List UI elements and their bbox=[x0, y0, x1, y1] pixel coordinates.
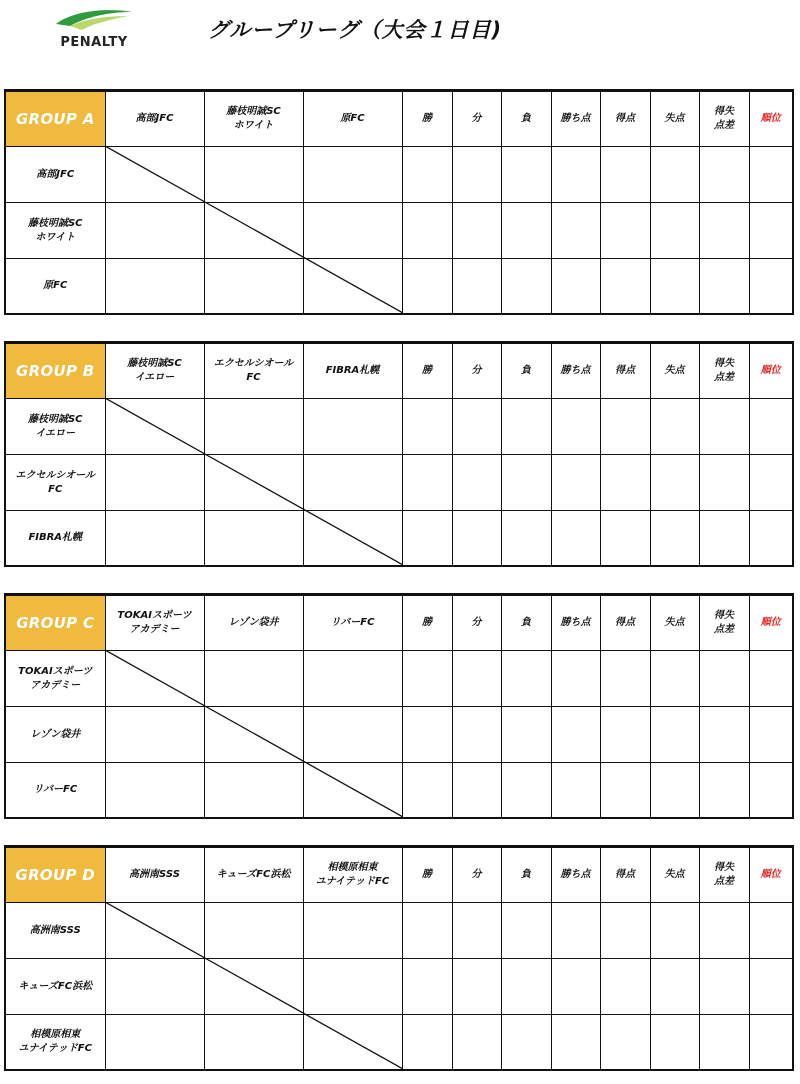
stat-cell bbox=[452, 1015, 501, 1070]
stat-cell bbox=[600, 511, 650, 566]
stat-cell bbox=[699, 959, 749, 1015]
team-name-line: FIBRA札幌 bbox=[28, 532, 83, 544]
column-header-stat: 勝ち点 bbox=[551, 848, 600, 903]
team-name-line: エクセルシオール bbox=[213, 358, 294, 369]
team-name-line: アカデミー bbox=[30, 679, 81, 691]
stat-cell bbox=[749, 903, 792, 959]
stat-cell bbox=[551, 455, 600, 511]
team-name-line: FC bbox=[48, 483, 63, 495]
stat-cell bbox=[749, 259, 792, 314]
stat-cell bbox=[699, 1015, 749, 1070]
table-row bbox=[6, 511, 792, 566]
group-label: GROUP A bbox=[6, 92, 105, 147]
stat-cell bbox=[600, 651, 650, 707]
column-header-stat: 得点 bbox=[600, 344, 650, 399]
match-result-cell bbox=[303, 1015, 402, 1070]
column-team-name bbox=[105, 344, 204, 399]
stat-cell bbox=[501, 707, 551, 763]
team-name-line: 相模原相東 bbox=[30, 1029, 81, 1041]
column-header-stat: 勝 bbox=[402, 596, 452, 651]
team-name-line: レゾン袋井 bbox=[228, 617, 279, 628]
penalty-swoosh-icon bbox=[54, 8, 134, 34]
stat-cell bbox=[600, 203, 650, 259]
column-header-stat: 得点 bbox=[600, 596, 650, 651]
row-team-name bbox=[6, 511, 105, 566]
column-header-stat: 勝 bbox=[402, 848, 452, 903]
column-team-name bbox=[204, 848, 303, 903]
stat-cell bbox=[452, 651, 501, 707]
stat-cell bbox=[501, 651, 551, 707]
column-team-name bbox=[204, 596, 303, 651]
match-result-cell bbox=[204, 959, 303, 1015]
match-result-cell bbox=[303, 959, 402, 1015]
stat-cell bbox=[402, 1015, 452, 1070]
row-team-name bbox=[6, 259, 105, 314]
column-header-stat: 順位 bbox=[749, 848, 792, 903]
match-result-cell bbox=[303, 707, 402, 763]
match-result-cell bbox=[204, 259, 303, 314]
column-team-name bbox=[105, 848, 204, 903]
team-name-line: キューズFC浜松 bbox=[18, 980, 93, 992]
team-name-line: FC bbox=[246, 372, 261, 383]
stat-cell bbox=[452, 903, 501, 959]
stat-cell bbox=[402, 147, 452, 203]
stat-cell bbox=[650, 707, 699, 763]
table-row bbox=[6, 147, 792, 203]
stat-cell bbox=[501, 399, 551, 455]
team-name-line: 藤枝明誠SC bbox=[27, 413, 83, 425]
column-team-name bbox=[105, 596, 204, 651]
stat-cell bbox=[551, 707, 600, 763]
group-d-table bbox=[4, 845, 794, 1071]
stat-cell bbox=[749, 763, 792, 818]
column-header-stat: 勝 bbox=[402, 344, 452, 399]
column-header-stat: 負 bbox=[501, 596, 551, 651]
team-name-line: アカデミー bbox=[129, 624, 180, 635]
column-team-name bbox=[303, 344, 402, 399]
match-result-cell bbox=[105, 259, 204, 314]
stat-cell bbox=[699, 455, 749, 511]
group-a-table bbox=[4, 89, 794, 315]
team-name-line: リバーFC bbox=[330, 617, 375, 628]
match-result-cell bbox=[204, 1015, 303, 1070]
column-header-stat: 得点 bbox=[600, 92, 650, 147]
team-name-line: TOKAIスポーツ bbox=[18, 665, 93, 677]
group-b-table bbox=[4, 341, 794, 567]
stat-cell bbox=[501, 903, 551, 959]
team-name-line: 高洲南SSS bbox=[129, 869, 180, 880]
team-name-line: 藤枝明誠SC bbox=[27, 217, 83, 229]
stat-cell bbox=[699, 203, 749, 259]
stat-cell bbox=[600, 259, 650, 314]
penalty-logo bbox=[46, 8, 142, 52]
stat-cell bbox=[699, 763, 749, 818]
match-result-cell bbox=[204, 903, 303, 959]
table-row bbox=[6, 959, 792, 1015]
stat-cell bbox=[501, 763, 551, 818]
column-team-name bbox=[105, 92, 204, 147]
stat-cell bbox=[501, 959, 551, 1015]
match-result-cell bbox=[303, 651, 402, 707]
table-row bbox=[6, 707, 792, 763]
match-result-cell bbox=[204, 455, 303, 511]
column-header-stat: 失点 bbox=[650, 92, 699, 147]
match-result-cell bbox=[303, 763, 402, 818]
row-team-name bbox=[6, 203, 105, 259]
row-team-name bbox=[6, 651, 105, 707]
column-header-stat: 順位 bbox=[749, 92, 792, 147]
column-team-name bbox=[204, 92, 303, 147]
team-name-line: ユナイテッドFC bbox=[315, 876, 390, 887]
stat-cell bbox=[452, 763, 501, 818]
table-row bbox=[6, 399, 792, 455]
stat-cell bbox=[452, 455, 501, 511]
stat-cell bbox=[452, 203, 501, 259]
team-name-line: 高部JFC bbox=[135, 113, 174, 124]
match-result-cell bbox=[105, 959, 204, 1015]
table-row bbox=[6, 903, 792, 959]
stat-cell bbox=[501, 455, 551, 511]
column-header-stat: 勝 bbox=[402, 92, 452, 147]
page-header bbox=[0, 0, 800, 60]
stat-cell bbox=[452, 511, 501, 566]
table-row bbox=[6, 763, 792, 818]
column-header-stat: 順位 bbox=[749, 596, 792, 651]
stat-cell bbox=[650, 903, 699, 959]
stat-cell bbox=[749, 511, 792, 566]
table-row bbox=[6, 651, 792, 707]
stat-cell bbox=[650, 203, 699, 259]
match-result-cell bbox=[204, 763, 303, 818]
match-result-cell bbox=[105, 511, 204, 566]
penalty-logo-text: PENALTY bbox=[60, 35, 128, 50]
stat-cell bbox=[699, 707, 749, 763]
team-name-line: イエロー bbox=[35, 427, 76, 439]
match-result-cell bbox=[105, 147, 204, 203]
stat-cell bbox=[749, 147, 792, 203]
team-name-line: イエロー bbox=[134, 372, 175, 383]
stat-cell bbox=[699, 147, 749, 203]
match-result-cell bbox=[303, 259, 402, 314]
column-header-stat: 失点 bbox=[650, 344, 699, 399]
stat-cell bbox=[749, 455, 792, 511]
stat-cell bbox=[749, 203, 792, 259]
stat-cell bbox=[600, 399, 650, 455]
match-result-cell bbox=[204, 651, 303, 707]
stat-cell bbox=[600, 763, 650, 818]
team-name-line: キューズFC浜松 bbox=[216, 869, 291, 880]
team-name-line: 藤枝明誠SC bbox=[127, 358, 182, 369]
column-header-stat: 分 bbox=[452, 344, 501, 399]
stat-cell bbox=[749, 399, 792, 455]
row-team-name bbox=[6, 455, 105, 511]
row-team-name bbox=[6, 399, 105, 455]
row-team-name bbox=[6, 147, 105, 203]
stat-cell bbox=[650, 455, 699, 511]
match-result-cell bbox=[303, 147, 402, 203]
match-result-cell bbox=[303, 203, 402, 259]
match-result-cell bbox=[105, 399, 204, 455]
stat-cell bbox=[699, 651, 749, 707]
stat-cell bbox=[749, 707, 792, 763]
column-team-name bbox=[204, 344, 303, 399]
stat-cell bbox=[402, 399, 452, 455]
team-name-line: FIBRA札幌 bbox=[325, 365, 380, 376]
stat-cell bbox=[501, 259, 551, 314]
row-team-name bbox=[6, 903, 105, 959]
stat-cell bbox=[699, 511, 749, 566]
stat-cell bbox=[402, 707, 452, 763]
stat-cell bbox=[650, 147, 699, 203]
match-result-cell bbox=[303, 511, 402, 566]
stat-cell bbox=[452, 707, 501, 763]
column-header-stat: 負 bbox=[501, 848, 551, 903]
table-row bbox=[6, 1015, 792, 1070]
column-header-stat: 順位 bbox=[749, 344, 792, 399]
match-result-cell bbox=[204, 203, 303, 259]
team-name-line: レゾン袋井 bbox=[30, 728, 81, 740]
match-result-cell bbox=[303, 399, 402, 455]
column-header-stat: 得失点差 bbox=[699, 92, 749, 147]
match-result-cell bbox=[105, 707, 204, 763]
stat-cell bbox=[551, 651, 600, 707]
stat-cell bbox=[501, 147, 551, 203]
match-result-cell bbox=[105, 455, 204, 511]
column-header-stat: 得点 bbox=[600, 848, 650, 903]
stat-cell bbox=[551, 259, 600, 314]
stat-cell bbox=[650, 651, 699, 707]
team-name-line: 原FC bbox=[340, 113, 365, 124]
match-result-cell bbox=[105, 1015, 204, 1070]
stat-cell bbox=[402, 511, 452, 566]
team-name-line: 高洲南SSS bbox=[29, 924, 81, 936]
match-result-cell bbox=[105, 203, 204, 259]
group-label: GROUP C bbox=[6, 596, 105, 651]
row-team-name bbox=[6, 763, 105, 818]
team-name-line: 原FC bbox=[43, 280, 68, 292]
stat-cell bbox=[600, 147, 650, 203]
stat-cell bbox=[452, 959, 501, 1015]
match-result-cell bbox=[204, 399, 303, 455]
column-team-name bbox=[303, 92, 402, 147]
match-result-cell bbox=[303, 903, 402, 959]
match-result-cell bbox=[105, 763, 204, 818]
stat-cell bbox=[600, 707, 650, 763]
column-header-stat: 得失点差 bbox=[699, 848, 749, 903]
stat-cell bbox=[650, 959, 699, 1015]
row-team-name bbox=[6, 1015, 105, 1070]
stat-cell bbox=[551, 763, 600, 818]
stat-cell bbox=[650, 259, 699, 314]
stat-cell bbox=[749, 1015, 792, 1070]
column-header-stat: 勝ち点 bbox=[551, 596, 600, 651]
team-name-line: ホワイト bbox=[35, 231, 76, 243]
table-row bbox=[6, 203, 792, 259]
stat-cell bbox=[551, 203, 600, 259]
team-name-line: 藤枝明誠SC bbox=[226, 106, 281, 117]
column-header-stat: 得失点差 bbox=[699, 344, 749, 399]
stat-cell bbox=[699, 259, 749, 314]
column-header-stat: 得失点差 bbox=[699, 596, 749, 651]
match-result-cell bbox=[204, 511, 303, 566]
column-header-stat: 負 bbox=[501, 344, 551, 399]
stat-cell bbox=[501, 203, 551, 259]
stat-cell bbox=[551, 147, 600, 203]
stat-cell bbox=[402, 763, 452, 818]
team-name-line: 高部JFC bbox=[36, 168, 75, 180]
stat-cell bbox=[501, 1015, 551, 1070]
stat-cell bbox=[551, 903, 600, 959]
column-header-stat: 分 bbox=[452, 92, 501, 147]
row-team-name bbox=[6, 707, 105, 763]
column-team-name bbox=[303, 596, 402, 651]
column-team-name bbox=[303, 848, 402, 903]
match-result-cell bbox=[105, 651, 204, 707]
stat-cell bbox=[501, 511, 551, 566]
stat-cell bbox=[749, 651, 792, 707]
match-result-cell bbox=[105, 903, 204, 959]
stat-cell bbox=[551, 1015, 600, 1070]
page-title: グループリーグ（大会１日目) bbox=[208, 18, 503, 42]
column-header-stat: 分 bbox=[452, 596, 501, 651]
match-result-cell bbox=[204, 147, 303, 203]
stat-cell bbox=[699, 903, 749, 959]
team-name-line: 相模原相東 bbox=[327, 862, 378, 873]
team-name-line: リバーFC bbox=[33, 784, 78, 796]
column-header-stat: 失点 bbox=[650, 848, 699, 903]
stat-cell bbox=[402, 959, 452, 1015]
stat-cell bbox=[452, 259, 501, 314]
stat-cell bbox=[600, 959, 650, 1015]
group-label: GROUP D bbox=[6, 848, 105, 903]
team-name-line: ホワイト bbox=[233, 120, 274, 131]
stat-cell bbox=[650, 1015, 699, 1070]
stat-cell bbox=[650, 399, 699, 455]
column-header-stat: 勝ち点 bbox=[551, 92, 600, 147]
column-header-stat: 負 bbox=[501, 92, 551, 147]
stat-cell bbox=[402, 455, 452, 511]
stat-cell bbox=[600, 903, 650, 959]
stat-cell bbox=[600, 1015, 650, 1070]
stat-cell bbox=[402, 651, 452, 707]
match-result-cell bbox=[303, 455, 402, 511]
stat-cell bbox=[402, 259, 452, 314]
table-row bbox=[6, 259, 792, 314]
stat-cell bbox=[650, 511, 699, 566]
stat-cell bbox=[650, 763, 699, 818]
match-result-cell bbox=[204, 707, 303, 763]
stat-cell bbox=[699, 399, 749, 455]
team-name-line: ユナイテッドFC bbox=[18, 1043, 92, 1055]
stat-cell bbox=[402, 903, 452, 959]
column-header-stat: 分 bbox=[452, 848, 501, 903]
team-name-line: TOKAIスポーツ bbox=[117, 610, 192, 621]
stat-cell bbox=[402, 203, 452, 259]
column-header-stat: 勝ち点 bbox=[551, 344, 600, 399]
group-label: GROUP B bbox=[6, 344, 105, 399]
team-name-line: エクセルシオール bbox=[15, 469, 96, 481]
stat-cell bbox=[452, 147, 501, 203]
column-header-stat: 失点 bbox=[650, 596, 699, 651]
stat-cell bbox=[452, 399, 501, 455]
stat-cell bbox=[551, 959, 600, 1015]
row-team-name bbox=[6, 959, 105, 1015]
stat-cell bbox=[600, 455, 650, 511]
table-row bbox=[6, 455, 792, 511]
stat-cell bbox=[749, 959, 792, 1015]
stat-cell bbox=[551, 511, 600, 566]
group-c-table bbox=[4, 593, 794, 819]
stat-cell bbox=[551, 399, 600, 455]
